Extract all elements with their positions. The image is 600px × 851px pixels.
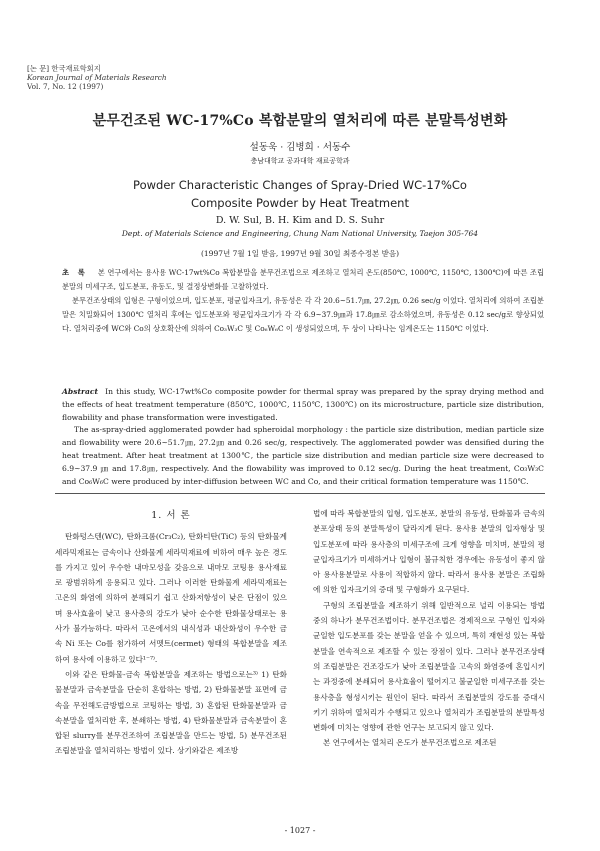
journal-volume: Vol. 7, No. 12 (1997) xyxy=(27,82,104,91)
abstract-korean-label: 초 록 xyxy=(62,268,88,277)
abstract-korean-p2: 분무건조상태의 입형은 구형이었으며, 입도분포, 평균입자크기, 유동성은 각 각 20.6~51.7㎛, 27.2㎛, 0.26 sec/g 이었다. 열처리에 의하여 조립분말은 치밀화되어 1300℃ 열처리 후에는 입도분포와 평균입자크기가 각 각 6.9~37.9㎛과 17.8㎛로 감소하였으며, 유동성은 0.12 sec/g로 향상되었다. 열처리중에 WC와 Co의 상호확산에 의하여 Co₃W₃C 및 Co₆W₆C 이 생성되었으며, 두 상이 나타나는 임계온도는 1150℃ 이었다. xyxy=(62,296,544,333)
abstract-english-p1: In this study, WC-17wt%Co composite powder for thermal spray was prepared by the spray drying method and the effects of heat treatment temperature (850℃, 1000℃, 1150℃, 1300℃) on its microstructure, particle size distribution, flowability and phase transformation were investigated. xyxy=(62,387,544,422)
abstract-korean xyxy=(62,266,544,336)
journal-name-en: Korean Journal of Materials Research xyxy=(27,73,167,82)
affiliation-korean: 충남대학교 공과대학 재료공학과 xyxy=(250,157,350,165)
authors-korean: 설동욱 · 김병희 · 서동수 xyxy=(249,142,351,153)
received-dates: (1997년 7월 1일 받음, 1997년 9월 30일 최종수정본 받음) xyxy=(200,249,399,258)
authors-english: D. W. Sul, B. H. Kim and D. S. Suhr xyxy=(215,215,385,226)
body-right-p2: 구형의 조립분말을 제조하기 위해 일반적으로 널리 이용되는 방법중의 하나가 분무건조법이다. 분무건조법은 경제적으로 구형인 입자와 균일한 입도분포를 갖는 분말을 얻을 수 있으며, 특히 재현성 있는 복합분말을 연속적으로 제조할 수 있는 장점이 있다. 그러나 분무건조상태의 조립분말은 건조강도가 낮아 조립분말을 고속의 화염중에 혼입시키는 과정중에 분쇄되어 용사효율이 떨어지고 불균일한 미세구조를 갖는 용사층을 형성시키는 원인이 된다. 따라서 조립분말의 강도를 증대시키기 위하여 열처리가 수행되고 있으나 열처리가 조립분말의 분말특성변화에 미치는 영향에 관한 연구는 보고되지 않고 있다. xyxy=(313,600,545,733)
body-column-right xyxy=(313,506,545,751)
abstract-english xyxy=(62,386,544,488)
body-right-p1: 법에 따라 복합분말의 입형, 입도분포, 분말의 유동성, 탄화물과 금속의 분포상태 등의 분말특성이 달라지게 된다. 용사용 분말의 입자형상 및 입도분포에 따라 용사층의 미세구조에 크게 영향을 미치며, 분말의 평균입자크기가 미세하거나 입형이 불규칙한 경우에는 유동성이 좋지 않아 용사용분말로 사용이 적합하지 않다. 따라서 용사용 분말은 조립화에 의한 입자크기의 증대 및 구형화가 요구된다. xyxy=(313,509,545,595)
abstract-english-p2: The as-spray-dried agglomerated powder had spheroidal morphology : the particle size distribution, median particle size and flowability were 20.6~51.7㎛, 27.2㎛ and 0.26 sec/g, respectively. The agglomerated powder was densified during the heat treatment. After heat treatment at 1300℃, the particle size distribution and median particle size were decreased to 6.9~37.9 ㎛ and 17.8㎛, respectively. And the flowability was improved to 0.12 sec/g. During the heat treatment, Co₃W₃C and Co₆W₆C were produced by inter-diffusion between WC and Co, and their critical formation temperature was 1150℃. xyxy=(62,425,544,486)
journal-name-ko: [논 문] 한국재료학회지 xyxy=(27,64,101,73)
body-left-p1: 탄화텅스텐(WC), 탄화크롬(Cr₃C₂), 탄화티탄(TiC) 등의 탄화물계 세라믹재료는 금속이나 산화물계 세라믹재료에 비하여 매우 높은 경도를 가지고 있어 우수한 내마모성을 갖음으로 내마모 코팅용 용사재료로 광범위하게 응용되고 있다. 그러나 이러한 탄화물계 세라믹재료는 고온의 화염에 의하여 분해되기 쉽고 산화저항성이 낮은 단점이 있으며 용사효율이 낮고 용사층의 강도가 낮아 순수한 탄화물상태로는 용사가 불가능하다. 따라서 고온에서의 내식성과 내산화성이 우수한 금속 Ni 또는 Co를 첨가하여 서멧트(cermet) 형태의 복합분말을 제조하여 용사에 이용하고 있다¹⁻⁷⁾. xyxy=(55,532,287,664)
body-right-p3: 본 연구에서는 열처리 온도가 분무건조법으로 제조된 xyxy=(323,738,497,748)
section-title-introduction: 1. 서 론 xyxy=(151,510,191,521)
body-left-p2: 이와 같은 탄화물-금속 복합분말을 제조하는 방법으로는³⁾ 1) 탄화물분말과 금속분말을 단순히 혼합하는 방법, 2) 탄화물분말 표면에 금속을 무전해도금방법으로 코팅하는 방법, 3) 혼합된 탄화물분말과 금속분말을 열처리한 후, 분쇄하는 방법, 4) 탄화물분말과 금속분말이 혼합된 slurry를 분무건조하여 조립분말을 만드는 방법, 5) 분무건조된 조립분말을 열처리하는 방법이 있다. 상기와같은 제조방 xyxy=(55,669,287,756)
page-number: - 1027 - xyxy=(284,826,316,835)
body-column-left xyxy=(55,506,287,759)
title-korean: 분무건조된 WC-17%Co 복합분말의 열처리에 따른 분말특성변화 xyxy=(92,113,508,129)
abstract-english-label: Abstract xyxy=(62,387,99,396)
section-divider xyxy=(55,493,545,494)
journal-header xyxy=(27,64,167,91)
affiliation-english: Dept. of Materials Science and Engineering, Chung Nam National University, Taejon 305-764 xyxy=(121,229,479,238)
title-english xyxy=(0,176,600,212)
title-english-line1: Powder Characteristic Changes of Spray-Dried WC-17%Co xyxy=(133,178,467,192)
title-english-line2: Composite Powder by Heat Treatment xyxy=(191,196,409,210)
abstract-korean-p1: 본 연구에서는 용사용 WC-17wt%Co 복합분말을 분무건조법으로 제조하고 열처리 온도(850℃, 1000℃, 1150℃, 1300℃)에 따른 조립분말의 미세구조, 입도분포, 유동도, 및 결정상변화를 고찰하였다. xyxy=(62,268,544,291)
